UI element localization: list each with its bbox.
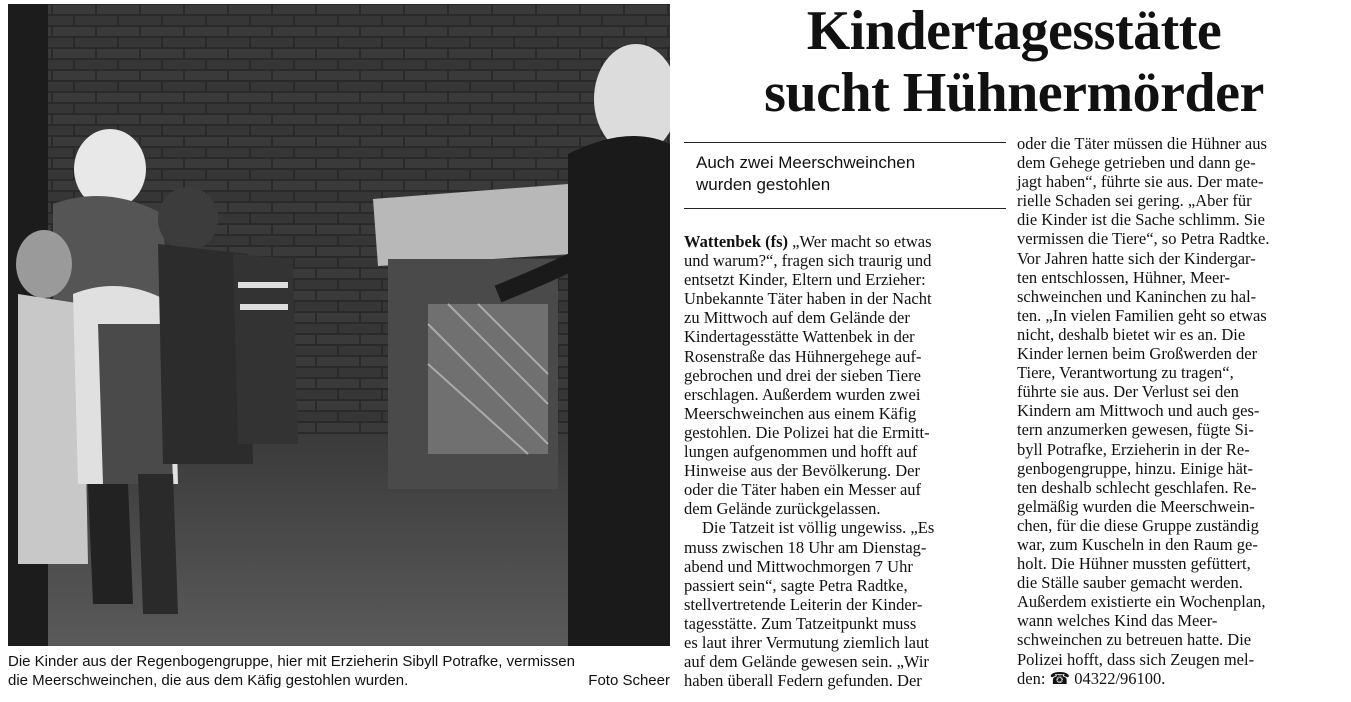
photo-illustration (8, 4, 670, 646)
article-line: führte sie aus. Der Verlust sei den (1017, 382, 1239, 402)
article-line: Die Tatzeit ist völlig ungewiss. „Es (702, 518, 935, 538)
article-line: schweinchen zu betreuen hatte. Die (1017, 630, 1252, 650)
headline-line-2: sucht Hühnermörder (764, 62, 1264, 124)
article-line: gestohlen. Die Polizei hat die Ermitt- (684, 422, 930, 442)
article-line: auf dem Gelände gewesen sein. „Wir (684, 652, 929, 672)
article-line: die Kinder ist die Sache schlimm. Sie (1017, 210, 1265, 230)
subhead-bottom-rule (684, 208, 1006, 209)
article-line: Wattenbek (fs) „Wer macht so etwas (684, 232, 932, 251)
article-line: ten entschlossen, Hühner, Meer- (1017, 267, 1230, 287)
article-line: schweinchen und Kaninchen zu hal- (1017, 286, 1257, 306)
photo-caption (8, 652, 670, 690)
article-column-2 (1017, 134, 1347, 688)
subheadline (696, 152, 1006, 196)
article-line: oder die Täter haben ein Messer auf (684, 480, 922, 500)
headline-line-1: Kindertagesstätte (806, 0, 1222, 62)
caption-line-2: die Meerschweinchen, die aus dem Käfig gestohlen wurden. (8, 672, 409, 689)
article-line: Polizei hofft, dass sich Zeugen mel- (1017, 649, 1255, 669)
article-line: rielle Schaden sei gering. „Aber für (1017, 191, 1252, 211)
article-line: gelmäßig wurden die Meerschwein- (1017, 496, 1255, 516)
subhead-top-rule (684, 142, 1006, 143)
article-line: tagesstätte. Zum Tatzeitpunkt muss (684, 613, 917, 633)
subhead-line-1: Auch zwei Meerschweinchen (696, 153, 916, 172)
article-line: war, zum Kuscheln in den Raum ge- (1017, 534, 1258, 554)
article-line: Außerdem existierte ein Wochenplan, (1017, 592, 1266, 612)
article-line: oder die Täter müssen die Hühner aus (1017, 134, 1267, 153)
article-line: abend und Mittwochmorgen 7 Uhr (684, 556, 913, 576)
article-line: ten deshalb schlecht geschlafen. Re- (1017, 477, 1257, 497)
article-line: haben überall Federn gefunden. Der (684, 671, 922, 691)
article-line: Rosenstraße das Hühnergehege auf- (684, 346, 922, 366)
article-line: und warum?“, fragen sich traurig und (684, 251, 932, 271)
article-line: dem Gelände zurückgelassen. (684, 499, 881, 519)
article-line: passiert sein“, sagte Petra Radtke, (684, 575, 908, 595)
article-line: jagt haben“, führte sie aus. Der mate- (1017, 172, 1264, 192)
article-line: wann welches Kind das Meer- (1017, 611, 1218, 631)
article-line: byll Potrafke, Erzieherin in der Re- (1017, 439, 1250, 459)
article-line: lungen aufgenommen und hofft auf (684, 442, 918, 462)
article-line: Kinder lernen beim Großwerden der (1017, 344, 1258, 364)
article-line: nicht, deshalb bietet wir es an. Die (1017, 324, 1246, 344)
article-line: ten. „In vielen Familien geht so etwas (1017, 305, 1267, 325)
article-line: holt. Die Hühner mussten gefüttert, (1017, 554, 1251, 574)
article-line: Kindern am Mittwoch und auch ges- (1017, 401, 1260, 421)
article-line: Vor Jahren hatte sich der Kindergar- (1017, 248, 1256, 268)
article-line: den: ☎ 04322/96100. (1017, 668, 1166, 688)
dateline: Wattenbek (fs) (684, 232, 789, 251)
article-line: erschlagen. Außerdem wurden zwei (684, 384, 921, 404)
article-line: zu Mittwoch auf dem Gelände der (684, 308, 910, 328)
headline (684, 0, 1344, 124)
article-line: gebrochen und drei der sieben Tiere (684, 365, 921, 385)
article-line: tern anzumerken gewesen, fügte Si- (1017, 420, 1254, 440)
article-line: stellvertretende Leiterin der Kinder- (684, 594, 923, 614)
photo-credit: Foto Scheer (588, 672, 670, 689)
article-line: Tiere, Verantwortung zu tragen“, (1017, 363, 1234, 383)
article-line: chen, für die diese Gruppe zuständig (1017, 515, 1259, 535)
article-line: Hinweise aus der Bevölkerung. Der (684, 461, 920, 481)
article-line: entsetzt Kinder, Eltern und Erzieher: (684, 270, 926, 290)
article-line: genbogengruppe, hinzu. Einige hät- (1017, 458, 1253, 478)
article-line: muss zwischen 18 Uhr am Dienstag- (684, 537, 927, 557)
article-line: Kindertagesstätte Wattenbek in der (684, 327, 915, 347)
article-column-1 (684, 232, 1006, 690)
caption-line-1: Die Kinder aus der Regenbogengruppe, hier mit Erzieherin Sibyll Potrafke, vermissen (8, 653, 575, 670)
subhead-line-2: wurden gestohlen (696, 175, 831, 194)
article-line: vermissen die Tiere“, so Petra Radtke. (1017, 229, 1270, 249)
article-line: die Ställe sauber gemacht werden. (1017, 573, 1243, 593)
article-line: es laut ihrer Vermutung ziemlich laut (684, 632, 929, 652)
article-line: Unbekannte Täter haben in der Nacht (684, 289, 932, 309)
article-line: dem Gehege getrieben und dann ge- (1017, 153, 1256, 173)
news-photo (8, 4, 670, 646)
article-line: Meerschweinchen aus einem Käfig (684, 403, 917, 423)
